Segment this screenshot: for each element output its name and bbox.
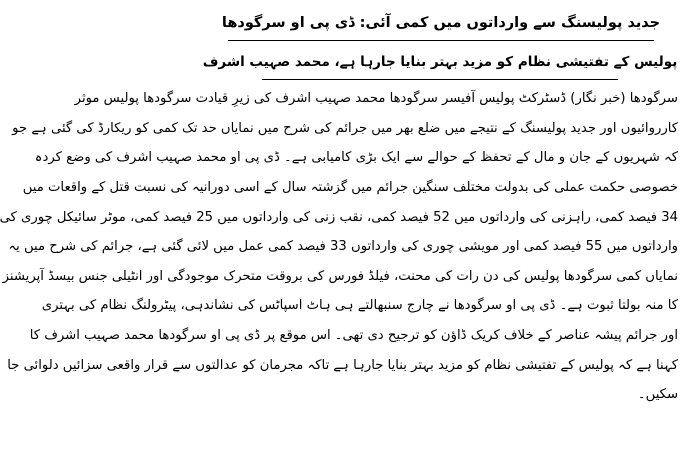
article-body [0,84,678,410]
headline-secondary: پولیس کے تفتیشی نظام کو مزید بہتر بنایا جارہا ہے، محمد صہیب اشرف [262,45,618,80]
body-line: کارروائیوں اور جدید پولیسنگ کے نتیجے میں ضلع بھر میں جرائم کی شرح میں نمایاں حد تک کمی کو ریکارڈ کی گئی ہے جو [12,120,678,136]
body-line: کا منہ بولتا ثبوت ہے۔ ڈی پی او سرگودھا نے چارج سنبھالتے ہی ہاٹ اسپاٹس کی نشاندہی، پیٹرولنگ نظام کی بہتری [41,298,678,314]
body-line: اور جرائم پیشہ عناصر کے خلاف کریک ڈاؤن کو ترجیح دی تھی۔ اس موقع پر ڈی پی او سرگودھا محمد صہیب اشرف کا [29,328,678,344]
body-line: کہنا ہے کہ پولیس کے تفتیشی نظام کو مزید بہتر بنایا جارہا ہے تاکہ مجرمان کو عدالتوں سے قرار واقعی سزائیں دلوائی جا [7,357,678,373]
headline-primary: جدید پولیسنگ سے وارداتوں میں کمی آئی: ڈی پی او سرگودھا [228,6,654,41]
body-line: وارداتوں میں 55 فیصد کمی اور مویشی چوری کی وارداتوں 33 فیصد کمی عمل میں لائی گئی ہے، جرائم کی شرح میں یہ [8,239,678,255]
body-line-final: سکیں۔ [637,387,678,403]
body-line: کہ شہریوں کے جان و مال کے تحفظ کے حوالے سے ایک بڑی کامیابی ہے۔ ڈی پی او محمد صہیب اشرف کی وضع کردہ [34,150,678,166]
body-line: سرگودھا (خبر نگار) ڈسٹرکٹ پولیس آفیسر سرگودھا محمد صہیب اشرف کی زیرِ قیادت سرگودھا پولیس موثر [74,91,678,107]
body-line: نمایاں کمی سرگودھا پولیس کی دن رات کی محنت، فیلڈ فورس کی بروقت متحرک موجودگی اور انٹیلی جنس بیسڈ آپریشنز [2,268,678,284]
body-line: خصوصی حکمت عملی کی بدولت مختلف سنگین جرائم میں گزشتہ سال کے اسی دورانیہ کی نسبت قتل کے واقعات میں [22,180,678,196]
body-line: 34 فیصد کمی، راہزنی کی وارداتوں میں 52 فیصد کمی، نقب زنی کی وارداتوں میں 25 فیصد کمی، موٹر سائیکل چوری کی [0,209,678,225]
